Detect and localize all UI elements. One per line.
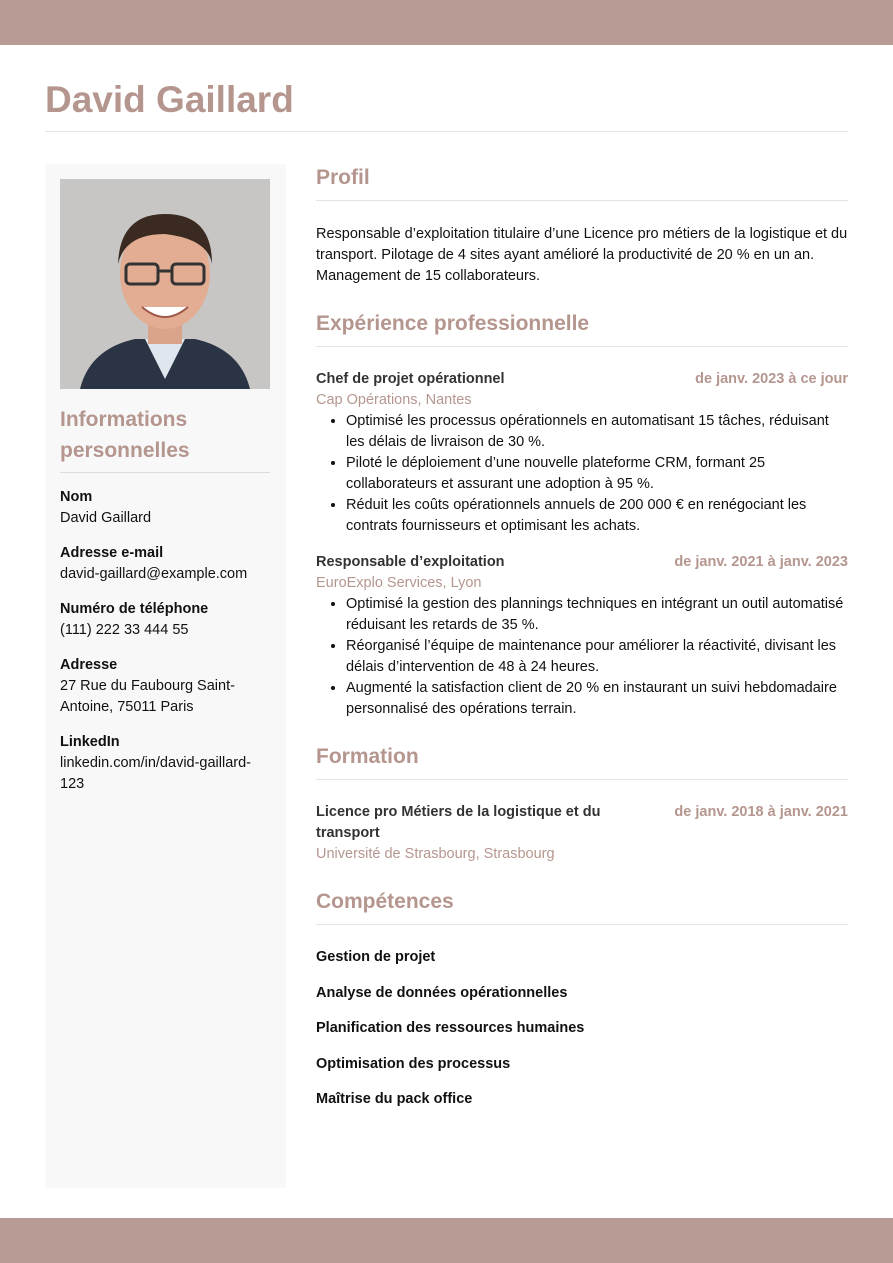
job-entry <box>316 552 848 720</box>
info-label: Nom <box>60 489 93 505</box>
experience-section <box>316 310 848 720</box>
job-title: Chef de projet opérationnel <box>316 371 505 387</box>
bottom-band <box>0 1218 893 1263</box>
profile-section <box>316 164 848 287</box>
info-value: 27 Rue du Faubourg Saint-Antoine, 75011 Paris <box>60 678 235 715</box>
section-divider <box>316 779 848 780</box>
bullet-item: • Piloté le déploiement d’une nouvelle plateforme CRM, formant 25 collaborateurs et assurant une adoption à 95 %. <box>346 453 848 495</box>
candidate-name: David Gaillard <box>45 79 294 120</box>
job-company: EuroExplo Services, Lyon <box>316 575 482 591</box>
info-phone <box>60 599 275 641</box>
name-divider <box>45 131 848 132</box>
info-value: David Gaillard <box>60 510 152 526</box>
info-value: linkedin.com/in/david-gaillard-123 <box>60 755 252 792</box>
info-value: david-gaillard@example.com <box>60 566 248 582</box>
skill-item: Optimisation des processus <box>316 1055 511 1072</box>
skill-item: Planification des ressources humaines <box>316 1020 585 1036</box>
job-entry <box>316 369 848 537</box>
bullet-item: • Réduit les coûts opérationnels annuels de 200 000 € en renégociant les contrats fournisseurs et optimisant les achats. <box>346 495 848 537</box>
main-column <box>316 164 848 1125</box>
skill-item: Maîtrise du pack office <box>316 1091 473 1107</box>
info-linkedin <box>60 732 275 795</box>
education-section <box>316 743 848 865</box>
bullet-item: • Réorganisé l’équipe de maintenance pour améliorer la réactivité, divisant les délais d’intervention de 48 à 24 heures. <box>346 636 848 678</box>
info-label: Adresse e-mail <box>60 545 164 561</box>
sidebar <box>45 164 286 1188</box>
info-value: (111) 222 33 444 55 <box>60 622 189 638</box>
profile-photo <box>60 179 270 389</box>
job-title: Responsable d’exploitation <box>316 554 505 570</box>
info-name <box>60 487 275 529</box>
skills-section <box>316 888 848 1110</box>
personal-info-divider <box>60 472 270 473</box>
section-title: Profil <box>316 166 370 189</box>
section-title: Expérience professionnelle <box>316 312 590 335</box>
section-divider <box>316 200 848 201</box>
education-date: de janv. 2018 à janv. 2021 <box>674 804 848 820</box>
info-label: Numéro de téléphone <box>60 601 209 617</box>
profile-text: Responsable d’exploitation titulaire d’une Licence pro métiers de la logistique et du transport. Pilotage de 4 sites ayant amélioré la productivité de 20 % en un an. Management de 15 collaborateurs. <box>316 226 848 284</box>
job-bullets <box>316 411 848 537</box>
bullet-item: • Augmenté la satisfaction client de 20 % en instaurant un suivi hebdomadaire personnalisé des opérations terrain. <box>346 678 848 720</box>
job-date: de janv. 2021 à janv. 2023 <box>674 554 848 570</box>
skills-list <box>316 947 848 1110</box>
section-title: Formation <box>316 745 419 768</box>
skill-item: Analyse de données opérationnelles <box>316 984 568 1001</box>
degree-title: Licence pro Métiers de la logistique et du transport <box>316 804 601 841</box>
job-date: de janv. 2023 à ce jour <box>695 371 848 387</box>
info-address <box>60 655 275 718</box>
top-band <box>0 0 893 45</box>
skill-item: Gestion de projet <box>316 949 436 965</box>
info-label: Adresse <box>60 657 118 673</box>
section-divider <box>316 346 848 347</box>
section-divider <box>316 924 848 925</box>
job-bullets <box>316 594 848 720</box>
info-email <box>60 543 275 585</box>
bullet-item: • Optimisé les processus opérationnels en automatisant 15 tâches, réduisant les délais de livraison de 30 %. <box>346 411 848 453</box>
section-title: Compétences <box>316 890 454 913</box>
education-entry <box>316 802 848 865</box>
bullet-item: • Optimisé la gestion des plannings techniques en intégrant un outil automatisé réduisant les retards de 35 %. <box>346 594 848 636</box>
info-label: LinkedIn <box>60 734 120 750</box>
personal-info-heading: Informations personnelles <box>60 408 190 462</box>
personal-info-list <box>60 487 275 809</box>
job-company: Cap Opérations, Nantes <box>316 392 472 408</box>
school-name: Université de Strasbourg, Strasbourg <box>316 846 555 862</box>
